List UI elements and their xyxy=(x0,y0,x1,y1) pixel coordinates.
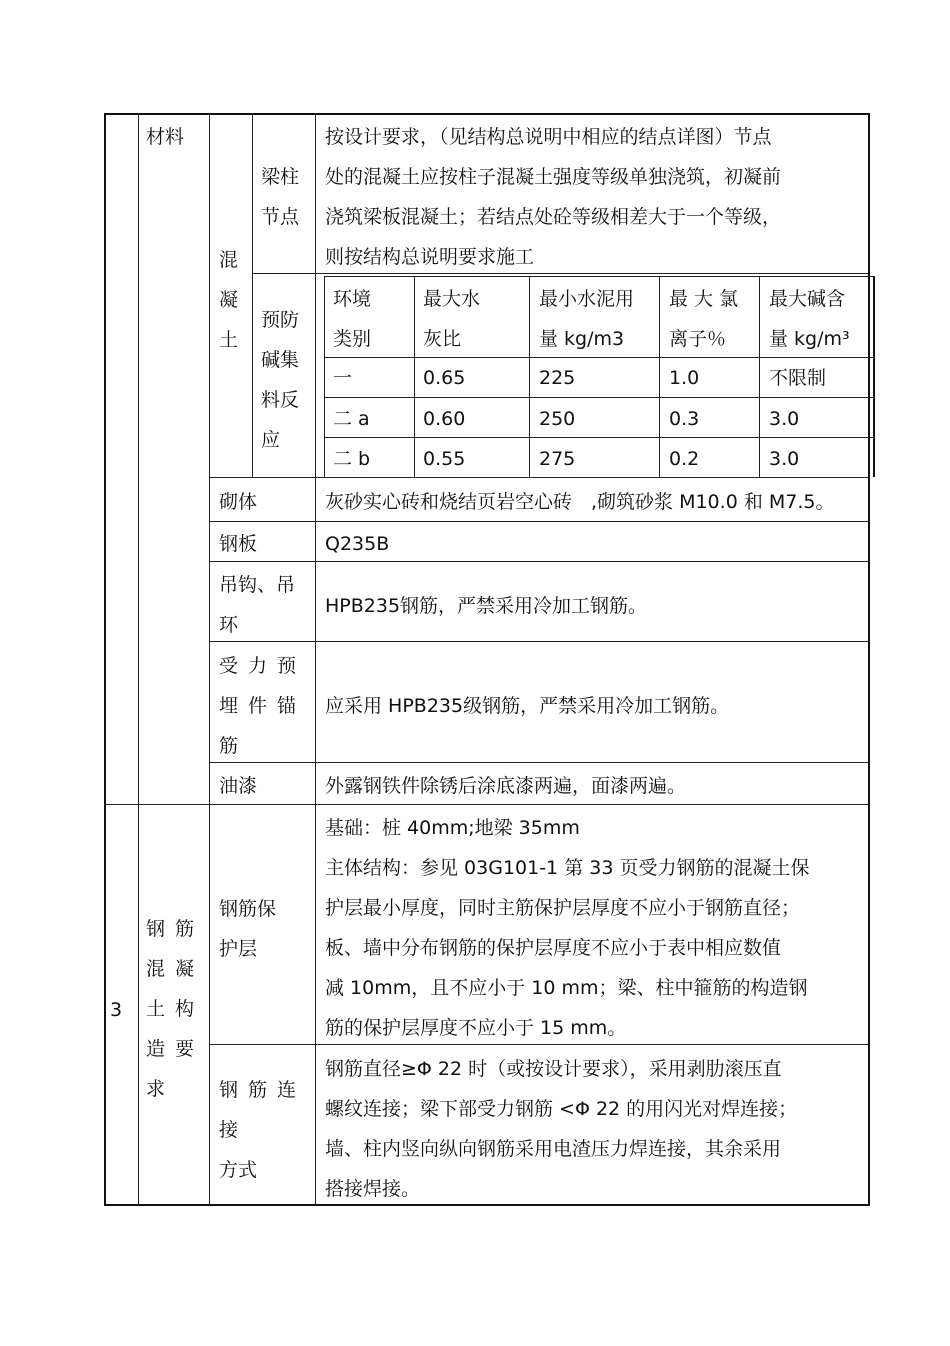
alkali-cell: 0.55 xyxy=(423,448,466,470)
inner-table-col-3 xyxy=(659,276,660,477)
hook-text: HPB235钢筋，严禁采用冷加工钢筋。 xyxy=(325,595,648,617)
alkali-header-env: 环境 类别 xyxy=(333,288,372,350)
alkali-header-alkali: 最大碱含 量 kg/m³ xyxy=(769,288,850,350)
alkali-cell: 3.0 xyxy=(769,448,800,470)
alkali-cell: 275 xyxy=(539,448,576,470)
col-divider-3 xyxy=(252,113,253,477)
cover-text: 基础：桩 40mm;地梁 35mm 主体结构：参见 03G101-1 第 33 页受力钢筋的混凝土保 护层最小厚度，同时主筋保护层厚度不应小于钢筋直径； 板、墙中分布钢筋的保护层厚度不应小于表中相应数值 减 10mm，且不应小于 10 mm；梁、柱中箍筋的构造钢 筋的保护层厚度不应小于 15 mm。 xyxy=(325,817,810,1039)
alkali-cell: 3.0 xyxy=(769,408,800,430)
alkali-cell: 二 b xyxy=(333,448,371,470)
alkali-cell: 250 xyxy=(539,408,576,430)
alkali-cell: 0.65 xyxy=(423,367,466,389)
alkali-label: 预防 碱集 料反 应 xyxy=(261,309,300,451)
concrete-label: 混 凝 土 xyxy=(219,249,239,351)
splice-label: 钢筋连 接 方式 xyxy=(219,1079,307,1181)
splice-text: 钢筋直径≥Φ 22 时（或按设计要求），采用剥肋滚压直 螺纹连接；梁下部受力钢筋 <Φ 22 的用闪光对焊连接； 墙、柱内竖向纵向钢筋采用电渣压力焊连接，其余采用 搭接焊接。 xyxy=(325,1058,798,1200)
inner-table-left xyxy=(324,276,325,477)
hook-label: 吊钩、吊 环 xyxy=(219,574,296,636)
masonry-label: 砌体 xyxy=(219,491,258,513)
section3-title: 钢筋 混凝 土构 造要 求 xyxy=(146,918,205,1100)
material-label: 材料 xyxy=(146,126,185,148)
alkali-header-cement: 最小水泥用 量 kg/m3 xyxy=(539,288,635,350)
col-divider-1 xyxy=(138,113,139,1204)
anchor-text: 应采用 HPB235级钢筋，严禁采用冷加工钢筋。 xyxy=(325,695,730,717)
alkali-cell: 不限制 xyxy=(769,367,827,389)
alkali-cell: 0.3 xyxy=(669,408,700,430)
alkali-header-wc-ratio: 最大水 灰比 xyxy=(423,288,481,350)
inner-table-col-1 xyxy=(414,276,415,477)
inner-table-col-2 xyxy=(529,276,530,477)
paint-label: 油漆 xyxy=(219,775,258,797)
masonry-text: 灰砂实心砖和烧结页岩空心砖 ,砌筑砂浆 M10.0 和 M7.5。 xyxy=(325,491,835,513)
alkali-cell: 1.0 xyxy=(669,367,700,389)
col-divider-4 xyxy=(315,113,316,1204)
row-divider-hook xyxy=(209,561,868,562)
steel-plate-text: Q235B xyxy=(325,533,390,555)
anchor-label: 受力预 埋件锚 筋 xyxy=(219,655,307,757)
table-left-border xyxy=(104,113,106,1205)
paint-text: 外露钢铁件除锈后涂底漆两遍，面漆两遍。 xyxy=(325,775,687,797)
inner-table-col-4 xyxy=(759,276,760,477)
alkali-cell: 一 xyxy=(333,367,353,389)
steel-plate-label: 钢板 xyxy=(219,533,258,555)
row-divider-paint xyxy=(209,762,868,763)
alkali-cell: 225 xyxy=(539,367,576,389)
alkali-cell: 0.60 xyxy=(423,408,466,430)
alkali-header-chloride: 最 大 氯 离子％ xyxy=(669,288,739,350)
cover-label: 钢筋保 护层 xyxy=(219,898,277,960)
table-top-border xyxy=(104,113,870,115)
alkali-cell: 0.2 xyxy=(669,448,700,470)
alkali-cell: 二 a xyxy=(333,408,370,430)
col-divider-2 xyxy=(209,113,210,1204)
section-number: 3 xyxy=(110,999,123,1021)
inner-table-right xyxy=(873,276,875,477)
beam-joint-text: 按设计要求，（见结构总说明中相应的结点详图）节点 处的混凝土应按柱子混凝土强度等级单独浇筑，初凝前 浇筑梁板混凝土；若结点处砼等级相差大于一个等级， 则按结构总说明要求施工 xyxy=(325,126,782,268)
row-divider-anchor xyxy=(209,641,868,642)
beam-joint-label: 梁柱 节点 xyxy=(261,166,300,228)
